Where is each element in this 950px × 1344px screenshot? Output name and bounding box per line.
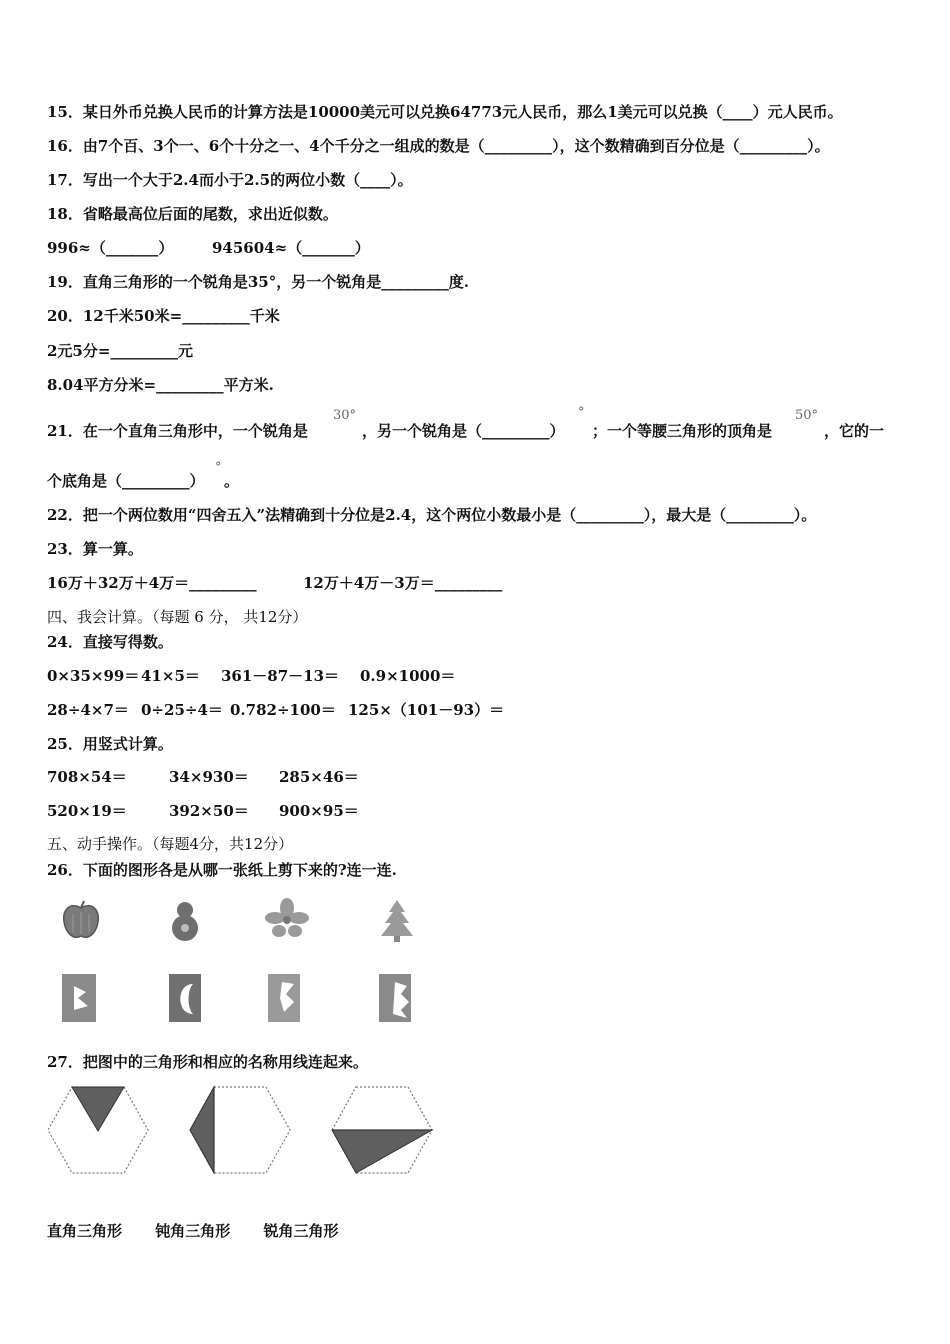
question-18-b: 945604≈（_______） [212, 239, 370, 257]
question-26: 26．下面的图形各是从哪一张纸上剪下来的?连一连. [47, 861, 397, 879]
section-4-title: 四、我会计算。（每题 6 分， 共12分） [47, 608, 308, 626]
question-23-b: 12万＋4万－3万＝_________ [303, 574, 503, 592]
label-right-triangle: 直角三角形 [47, 1222, 123, 1240]
paper-shape-4-icon [377, 972, 413, 1024]
gourd-shape-icon [165, 898, 205, 944]
q24-item: 0.782÷100＝ [230, 701, 336, 719]
paper-shape-1-icon [60, 972, 98, 1024]
tree-shape-icon [377, 898, 417, 944]
question-18-a: 996≈（_______） [47, 239, 174, 257]
question-20-c: 8.04平方分米=_________平方米. [47, 376, 274, 394]
hexagon-2-figure [188, 1085, 292, 1175]
q24-item: 125×（101－93）＝ [348, 701, 505, 719]
question-22: 22．把一个两位数用“四舍五入”法精确到十分位是2.4，这个两位小数最小是（_________），最大是（_________）。 [47, 506, 817, 524]
paper-shape-2-icon [167, 972, 203, 1024]
q25-item: 520×19＝ [47, 802, 127, 820]
question-16: 16．由7个百、3个一、6个十分之一、4个千分之一组成的数是（_________），这个数精确到百分位是（_________）。 [47, 137, 830, 155]
degree-symbol: ° [578, 405, 585, 420]
question-23: 23．算一算。 [47, 540, 143, 558]
question-27: 27．把图中的三角形和相应的名称用线连起来。 [47, 1053, 368, 1071]
question-24: 24．直接写得数。 [47, 633, 173, 651]
degree-50: 50° [795, 408, 819, 423]
hexagon-3-figure [330, 1085, 434, 1175]
question-21-part-b: ，另一个锐角是（_________） [362, 422, 565, 440]
hexagon-1-figure [46, 1085, 150, 1175]
flower-shape-icon [264, 898, 310, 940]
question-20: 20．12千米50米=_________千米 [47, 307, 280, 325]
q25-item: 392×50＝ [169, 802, 249, 820]
question-21-part-a: 21．在一个直角三角形中，一个锐角是 [47, 422, 308, 440]
q25-item: 900×95＝ [279, 802, 359, 820]
q25-item: 285×46＝ [279, 768, 359, 786]
q24-item: 0×35×99＝ [47, 667, 140, 685]
question-21-end: 。 [224, 472, 240, 490]
triangle-labels [47, 1221, 339, 1241]
q24-item: 41×5＝ [141, 667, 200, 685]
question-18: 18．省略最高位后面的尾数，求出近似数。 [47, 205, 338, 223]
question-21-part-c: ；一个等腰三角形的顶角是 [592, 422, 773, 440]
question-15: 15．某日外币兑换人民币的计算方法是10000美元可以兑换64773元人民币，那么1美元可以兑换（____）元人民币。 [47, 103, 843, 121]
q25-item: 34×930＝ [169, 768, 249, 786]
apple-shape-icon [58, 898, 104, 944]
question-19: 19．直角三角形的一个锐角是35°，另一个锐角是_________度. [47, 273, 469, 291]
label-obtuse-triangle: 钝角三角形 [155, 1222, 231, 1240]
q24-item: 0.9×1000＝ [360, 667, 456, 685]
section-5-title: 五、动手操作。（每题4分，共12分） [47, 835, 294, 853]
question-21-part-d: ，它的一 [824, 422, 885, 440]
degree-30: 30° [333, 408, 357, 423]
q24-item: 28÷4×7＝ [47, 701, 129, 719]
q24-item: 0÷25÷4＝ [141, 701, 223, 719]
label-acute-triangle: 锐角三角形 [263, 1222, 339, 1240]
q24-item: 361－87－13＝ [221, 667, 340, 685]
question-23-a: 16万＋32万＋4万＝_________ [47, 574, 257, 592]
q25-item: 708×54＝ [47, 768, 127, 786]
paper-shape-3-icon [266, 972, 302, 1024]
question-20-b: 2元5分=_________元 [47, 342, 193, 360]
degree-symbol-2: ° [215, 460, 222, 475]
question-25: 25．用竖式计算。 [47, 735, 173, 753]
question-17: 17．写出一个大于2.4而小于2.5的两位小数（____）。 [47, 171, 413, 189]
question-21-part-e: 个底角是（_________） [47, 472, 205, 490]
